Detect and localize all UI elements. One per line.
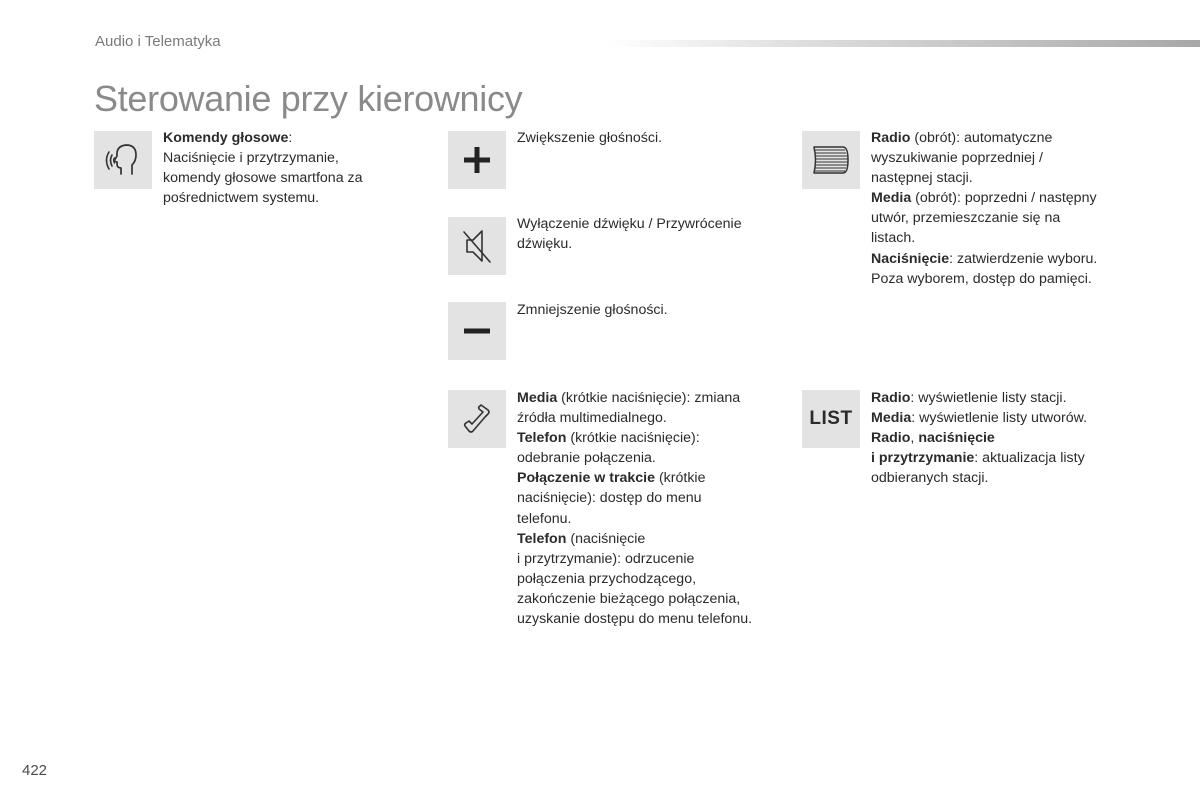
desc-line: Media (krótkie naciśnięcie): zmiana: [517, 390, 741, 406]
voice-command-button: [94, 131, 152, 189]
phone-handset-icon: [459, 401, 495, 437]
desc-line: Komendy głosowe:: [163, 130, 293, 146]
header-bar: [605, 40, 1200, 47]
list-icon: LIST: [809, 408, 853, 429]
desc-line: Media (obrót): poprzedni / następny: [871, 190, 1097, 207]
desc-line: Naciśnięcie: zatwierdzenie wyboru.: [871, 250, 1098, 267]
desc-line: wyszukiwanie poprzedniej /: [871, 150, 1043, 167]
desc-line: listach.: [871, 230, 916, 247]
desc-line: Media: wyświetlenie listy utworów.: [871, 410, 1088, 427]
desc-line: uzyskanie dostępu do menu telefonu.: [517, 611, 753, 628]
thumbwheel-icon: [810, 144, 852, 176]
volume-down-button: [448, 302, 506, 360]
desc-line: pośrednictwem systemu.: [163, 190, 320, 207]
desc-line: Radio, naciśnięcie: [871, 430, 995, 447]
volume-down-description: [517, 300, 668, 320]
desc-line: Radio: wyświetlenie listy stacji.: [871, 390, 1067, 406]
mute-speaker-icon: [460, 226, 494, 266]
phone-description: [517, 388, 752, 629]
desc-line: odebranie połączenia.: [517, 450, 656, 467]
thumbwheel-description: [871, 128, 1097, 289]
desc-line: naciśnięcie): dostęp do menu: [517, 490, 702, 507]
desc-line: komendy głosowe smartfona za: [163, 170, 363, 187]
desc-line: utwór, przemieszczanie się na: [871, 210, 1061, 227]
desc-line: Poza wyborem, dostęp do pamięci.: [871, 270, 1092, 287]
voice-command-description: [163, 128, 363, 208]
section-title: Audio i Telematyka: [95, 33, 221, 50]
list-description: [871, 388, 1087, 488]
volume-up-button: [448, 131, 506, 189]
desc-line: połączenia przychodzącego,: [517, 570, 697, 587]
page-title: Sterowanie przy kierownicy: [94, 78, 523, 119]
desc-line: źródła multimedialnego.: [517, 410, 667, 427]
desc-line: Połączenie w trakcie (krótkie: [517, 470, 706, 487]
desc-line: dźwięku.: [517, 236, 573, 253]
desc-line: zakończenie bieżącego połączenia,: [517, 590, 741, 607]
plus-icon: [462, 145, 492, 175]
desc-line: Radio (obrót): automatyczne: [871, 130, 1053, 146]
desc-line: Zwiększenie głośności.: [517, 130, 663, 146]
thumbwheel-button: [802, 131, 860, 189]
desc-line: Wyłączenie dźwięku / Przywrócenie: [517, 216, 742, 232]
desc-line: i przytrzymanie): odrzucenie: [517, 550, 695, 567]
volume-up-description: [517, 128, 662, 148]
page-number: 422: [22, 762, 48, 779]
phone-button: [448, 390, 506, 448]
desc-line: Telefon (naciśnięcie: [517, 530, 646, 547]
list-button: [802, 390, 860, 448]
mute-description: [517, 214, 742, 254]
desc-line: Naciśnięcie i przytrzymanie,: [163, 150, 339, 167]
desc-line: następnej stacji.: [871, 170, 973, 187]
desc-line: telefonu.: [517, 510, 572, 527]
voice-command-icon: [103, 140, 143, 180]
minus-icon: [462, 316, 492, 346]
desc-line: Zmniejszenie głośności.: [517, 302, 668, 318]
desc-line: odbieranych stacji.: [871, 470, 989, 487]
desc-line: Telefon (krótkie naciśnięcie):: [517, 430, 700, 447]
mute-button: [448, 217, 506, 275]
desc-line: i przytrzymanie: aktualizacja listy: [871, 450, 1085, 467]
